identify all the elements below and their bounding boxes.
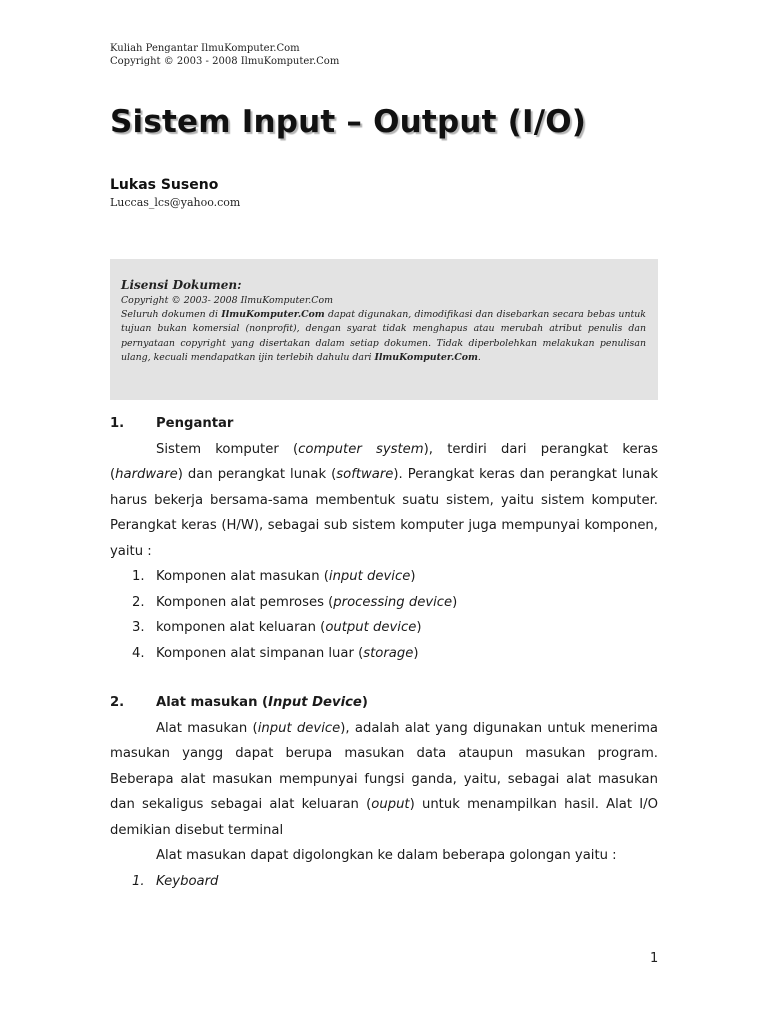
list-item	[110, 590, 658, 616]
italic-term: Input Device	[268, 695, 362, 710]
list-number: 3.	[132, 620, 145, 635]
license-copyright: Copyright © 2003- 2008 IlmuKomputer.Com	[121, 295, 333, 306]
component-list	[110, 564, 658, 666]
header-course-line: Kuliah Pengantar IlmuKomputer.Com	[110, 43, 300, 54]
section-2-heading	[110, 690, 658, 716]
text-run: Alat masukan (	[156, 695, 269, 710]
list-item	[110, 869, 658, 895]
italic-term: input device	[257, 720, 341, 736]
list-item	[110, 641, 658, 667]
input-device-list	[110, 869, 658, 895]
text-run: )	[452, 594, 458, 610]
list-number: 2.	[132, 594, 145, 610]
section-2	[110, 690, 658, 894]
page-number: 1	[650, 951, 659, 966]
text-run: )	[413, 645, 419, 661]
list-item	[110, 615, 658, 641]
author-name: Lukas Suseno	[110, 177, 219, 193]
text-run: )	[410, 569, 416, 584]
section-2-paragraph	[110, 716, 658, 844]
italic-term: software	[336, 467, 394, 482]
italic-term: storage	[363, 645, 414, 661]
list-item	[110, 564, 658, 590]
list-number: 1.	[132, 569, 145, 584]
section-1-paragraph	[110, 437, 658, 565]
text-run: ) untuk menampilkan hasil. Alat I/O demikian disebut terminal	[110, 797, 658, 838]
text-run: Komponen alat simpanan luar (	[156, 645, 364, 661]
text-run: Sistem komputer (	[156, 441, 299, 457]
section-1-heading	[110, 411, 658, 437]
section-1	[110, 411, 658, 666]
section-number: 2.	[110, 695, 125, 710]
license-text-part: dapat digunakan, dimodifikasi dan disebarkan secara bebas untuk tujuan bukan komersial (nonprofit), dengan syarat tidak menghapus atau merubah atribut penulis dan pernyataan copyright yang disertakan dalam setiap dokumen. Tidak diperbolehkan melakukan penulisan ulang, kecuali mendapatkan ijin terlebih dahulu dari	[121, 309, 646, 363]
list-number: 4.	[132, 645, 145, 661]
text-run: ), terdiri dari perangkat keras (	[110, 441, 659, 482]
text-run: Alat masukan (	[156, 720, 258, 736]
section-2-paragraph: Alat masukan dapat digolongkan ke dalam beberapa golongan yaitu :	[156, 848, 617, 863]
author-email: Luccas_lcs@yahoo.com	[110, 196, 241, 209]
italic-term: hardware	[115, 467, 178, 482]
text-run: ). Perangkat keras dan perangkat lunak harus bekerja bersama-sama membentuk suatu sistem, yaitu sistem komputer. Perangkat keras (H/W), sebagai sub sistem komputer juga mempunyai komponen, yaitu :	[110, 467, 659, 559]
license-text	[121, 308, 646, 365]
license-box	[110, 259, 658, 400]
list-number: 1.	[132, 873, 145, 889]
list-label: Keyboard	[156, 873, 219, 889]
text-run: ) dan perangkat lunak (	[177, 467, 337, 482]
license-brand: IlmuKomputer.Com	[374, 351, 478, 363]
text-run: ), adalah alat yang digunakan untuk menerima masukan yangg dapat berupa masukan data ataupun masukan program. Beberapa alat masukan mempunyai fungsi ganda, yaitu, sebagai alat masukan dan sekaligus sebagai alat keluaran (	[110, 720, 658, 812]
text-run: )	[416, 620, 422, 635]
text-run: komponen alat keluaran (	[156, 620, 326, 635]
running-header	[110, 42, 339, 68]
italic-term: output device	[325, 620, 417, 635]
license-brand: IlmuKomputer.Com	[221, 309, 325, 321]
italic-term: computer system	[298, 441, 424, 457]
italic-term: ouput	[371, 797, 410, 812]
text-run: )	[361, 695, 368, 710]
section-number: 1.	[110, 416, 125, 431]
document-title: Sistem Input – Output (I/O)	[110, 104, 587, 140]
italic-term: input device	[328, 569, 411, 584]
section-title	[156, 690, 368, 716]
license-text-part: .	[477, 351, 481, 363]
section-title: Pengantar	[156, 416, 234, 431]
italic-term: processing device	[333, 594, 453, 610]
text-run: Komponen alat masukan (	[156, 569, 329, 584]
license-text-part: Seluruh dokumen di	[121, 309, 222, 321]
header-copyright-line: Copyright © 2003 - 2008 IlmuKomputer.Com	[110, 56, 340, 67]
license-heading: Lisensi Dokumen:	[121, 278, 242, 292]
text-run: Komponen alat pemroses (	[156, 594, 334, 610]
